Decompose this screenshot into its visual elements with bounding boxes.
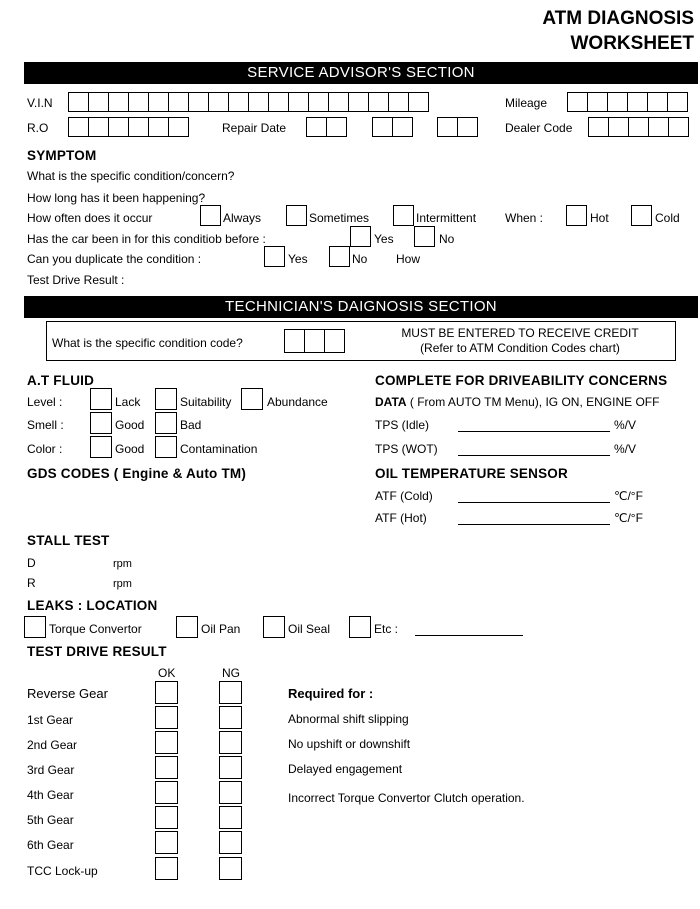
test-drive-heading: TEST DRIVE RESULT xyxy=(27,644,167,659)
color-label: Color : xyxy=(27,442,63,456)
been-in-yes-checkbox[interactable] xyxy=(350,226,371,247)
atf-cold-field[interactable] xyxy=(458,502,610,503)
gear-label: 5th Gear xyxy=(27,813,74,827)
torque-convertor-label: Torque Convertor xyxy=(49,622,142,636)
etc-field[interactable] xyxy=(415,635,523,636)
duplicate-yes-checkbox[interactable] xyxy=(264,246,285,267)
symptom-question-5: Can you duplicate the condition : xyxy=(27,252,202,266)
required-for-heading: Required for : xyxy=(288,686,374,701)
when-label: When : xyxy=(505,211,544,225)
stall-d-rpm: rpm xyxy=(113,558,132,570)
gear-label: 2nd Gear xyxy=(27,738,78,752)
hot-checkbox[interactable] xyxy=(566,205,587,226)
vin-cells[interactable] xyxy=(68,92,428,112)
title-line-2: WORKSHEET xyxy=(570,33,694,54)
gear-ok-checkbox[interactable] xyxy=(155,781,178,804)
credit-note-line-1: MUST BE ENTERED TO RECEIVE CREDIT xyxy=(401,326,639,340)
atf-hot-label: ATF (Hot) xyxy=(375,511,427,525)
mileage-label: Mileage xyxy=(505,96,548,110)
tps-idle-unit: %/V xyxy=(614,418,637,432)
gear-ng-checkbox[interactable] xyxy=(219,831,242,854)
atf-cold-unit: ℃/°F xyxy=(614,489,643,503)
required-item-3: Delayed engagement xyxy=(288,762,403,776)
smell-bad-label: Bad xyxy=(180,418,202,432)
stall-r-label: R xyxy=(27,576,36,590)
torque-convertor-checkbox[interactable] xyxy=(24,616,46,638)
symptom-question-2: How long has it been happening? xyxy=(27,191,206,205)
how-label: How xyxy=(396,252,421,266)
gear-ng-checkbox[interactable] xyxy=(219,731,242,754)
service-advisor-heading: SERVICE ADVISOR'S SECTION xyxy=(24,62,698,84)
symptom-question-6: Test Drive Result : xyxy=(27,273,125,287)
vin-label: V.I.N xyxy=(27,96,53,110)
atf-hot-unit: ℃/°F xyxy=(614,511,643,525)
gear-label: 1st Gear xyxy=(27,713,74,727)
always-label: Always xyxy=(223,211,262,225)
gds-codes-heading: GDS CODES ( Engine & Auto TM) xyxy=(27,466,247,481)
color-good-label: Good xyxy=(115,442,145,456)
lack-label: Lack xyxy=(115,395,141,409)
gear-ok-checkbox[interactable] xyxy=(155,831,178,854)
oil-seal-label: Oil Seal xyxy=(288,622,331,636)
repair-date-day-cells[interactable] xyxy=(372,117,412,137)
gear-ok-checkbox[interactable] xyxy=(155,806,178,829)
smell-label: Smell : xyxy=(27,418,64,432)
level-label: Level : xyxy=(27,395,63,409)
gear-ng-checkbox[interactable] xyxy=(219,857,242,880)
ro-cells[interactable] xyxy=(68,117,188,137)
intermittent-label: Intermittent xyxy=(416,211,477,225)
gear-label: 3rd Gear xyxy=(27,763,75,777)
tps-wot-label: TPS (WOT) xyxy=(375,442,438,456)
contamination-checkbox[interactable] xyxy=(155,436,177,458)
gear-ok-checkbox[interactable] xyxy=(155,857,178,880)
oil-pan-checkbox[interactable] xyxy=(176,616,198,638)
at-fluid-heading: A.T FLUID xyxy=(27,373,95,388)
technician-heading: TECHNICIAN'S DAIGNOSIS SECTION xyxy=(24,296,698,318)
gear-ok-checkbox[interactable] xyxy=(155,731,178,754)
symptom-question-1: What is the specific condition/concern? xyxy=(27,169,235,183)
required-item-4: Incorrect Torque Convertor Clutch operation. xyxy=(288,791,525,805)
title-line-1: ATM DIAGNOSIS xyxy=(542,8,694,29)
atf-hot-field[interactable] xyxy=(458,524,610,525)
tps-idle-field[interactable] xyxy=(458,431,610,432)
suitability-checkbox[interactable] xyxy=(155,388,177,410)
gear-ng-checkbox[interactable] xyxy=(219,781,242,804)
contamination-label: Contamination xyxy=(180,442,258,456)
etc-label: Etc : xyxy=(374,622,399,636)
oil-pan-label: Oil Pan xyxy=(201,622,241,636)
been-in-no-label: No xyxy=(439,232,455,246)
smell-good-label: Good xyxy=(115,418,145,432)
tps-wot-unit: %/V xyxy=(614,442,637,456)
tps-idle-label: TPS (Idle) xyxy=(375,418,430,432)
smell-good-checkbox[interactable] xyxy=(90,412,112,434)
hot-label: Hot xyxy=(590,211,609,225)
tps-wot-field[interactable] xyxy=(458,455,610,456)
ro-label: R.O xyxy=(27,121,49,135)
driveability-heading: COMPLETE FOR DRIVEABILITY CONCERNS xyxy=(375,373,668,388)
leaks-heading: LEAKS : LOCATION xyxy=(27,598,158,613)
gear-label: Reverse Gear xyxy=(27,686,108,701)
required-item-1: Abnormal shift slipping xyxy=(288,712,409,726)
smell-bad-checkbox[interactable] xyxy=(155,412,177,434)
condition-code-cells[interactable] xyxy=(284,329,344,353)
gear-label: 6th Gear xyxy=(27,838,74,852)
stall-d-label: D xyxy=(27,556,36,570)
gear-label: TCC Lock-up xyxy=(27,864,98,878)
dealer-code-cells[interactable] xyxy=(588,117,688,137)
data-note: DATA ( From AUTO TM Menu), IG ON, ENGINE OFF xyxy=(375,395,660,409)
credit-note-line-2: (Refer to ATM Condition Codes chart) xyxy=(420,341,620,355)
abundance-label: Abundance xyxy=(267,395,328,409)
required-item-2: No upshift or downshift xyxy=(288,737,411,751)
mileage-cells[interactable] xyxy=(567,92,687,112)
ok-column-header: OK xyxy=(158,666,176,680)
repair-date-label: Repair Date xyxy=(222,121,287,135)
sometimes-label: Sometimes xyxy=(309,211,370,225)
gear-label: 4th Gear xyxy=(27,788,74,802)
gear-ng-checkbox[interactable] xyxy=(219,806,242,829)
been-in-no-checkbox[interactable] xyxy=(414,226,435,247)
condition-code-question: What is the specific condition code? xyxy=(52,336,243,350)
gear-ng-checkbox[interactable] xyxy=(219,756,242,779)
intermittent-checkbox[interactable] xyxy=(393,205,414,226)
oil-seal-checkbox[interactable] xyxy=(263,616,285,638)
symptom-question-3: How often does it occur xyxy=(27,211,153,225)
been-in-yes-label: Yes xyxy=(374,232,394,246)
etc-checkbox[interactable] xyxy=(349,616,371,638)
duplicate-no-checkbox[interactable] xyxy=(329,246,350,267)
atf-cold-label: ATF (Cold) xyxy=(375,489,433,503)
symptom-heading: SYMPTOM xyxy=(27,148,97,163)
sometimes-checkbox[interactable] xyxy=(286,205,307,226)
ng-column-header: NG xyxy=(222,666,240,680)
suitability-label: Suitability xyxy=(180,395,232,409)
cold-checkbox[interactable] xyxy=(631,205,652,226)
gear-ok-checkbox[interactable] xyxy=(155,681,178,704)
gear-ng-checkbox[interactable] xyxy=(219,706,242,729)
gear-ok-checkbox[interactable] xyxy=(155,756,178,779)
duplicate-yes-label: Yes xyxy=(288,252,308,266)
repair-date-year-cells[interactable] xyxy=(437,117,477,137)
stall-r-rpm: rpm xyxy=(113,578,132,590)
dealer-code-label: Dealer Code xyxy=(505,121,573,135)
symptom-question-4: Has the car been in for this conditiob before : xyxy=(27,232,266,246)
repair-date-month-cells[interactable] xyxy=(306,117,346,137)
stall-test-heading: STALL TEST xyxy=(27,533,110,548)
gear-ok-checkbox[interactable] xyxy=(155,706,178,729)
duplicate-no-label: No xyxy=(352,252,368,266)
oil-temp-heading: OIL TEMPERATURE SENSOR xyxy=(375,466,568,481)
lack-checkbox[interactable] xyxy=(90,388,112,410)
abundance-checkbox[interactable] xyxy=(241,388,263,410)
always-checkbox[interactable] xyxy=(200,205,221,226)
cold-label: Cold xyxy=(655,211,680,225)
gear-ng-checkbox[interactable] xyxy=(219,681,242,704)
color-good-checkbox[interactable] xyxy=(90,436,112,458)
